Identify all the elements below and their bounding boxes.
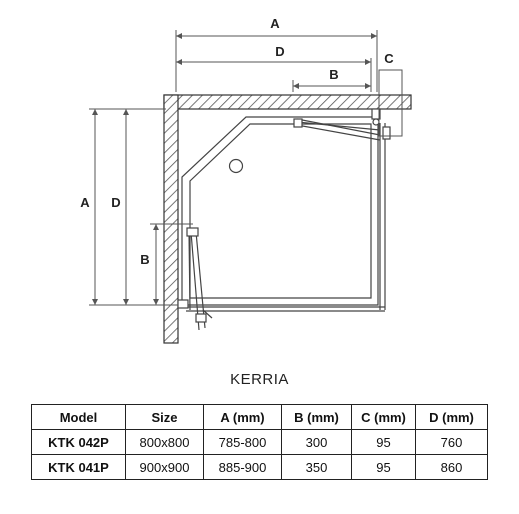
dim-label-d-top: D [275,44,285,59]
shower-tray [182,117,378,305]
header-d: D (mm) [416,405,488,430]
cell-d: 860 [416,455,488,480]
header-a: A (mm) [204,405,282,430]
top-wall [164,95,411,109]
cell-a: 785-800 [204,430,282,455]
cell-size: 900x900 [126,455,204,480]
header-c: C (mm) [352,405,416,430]
glass-panels [178,109,390,330]
cell-d: 760 [416,430,488,455]
cell-size: 800x800 [126,430,204,455]
spec-table [31,404,488,480]
dim-label-b-side: B [140,252,150,267]
cell-b: 300 [282,430,352,455]
dim-label-c: C [384,51,394,66]
top-dimensions [176,30,402,136]
dim-label-a-side: A [80,195,90,210]
dim-label-a-top: A [270,16,280,31]
table-row [32,455,488,480]
cell-c: 95 [352,430,416,455]
cell-model: KTK 042P [32,430,126,455]
wall-hatching [164,95,411,343]
cell-a: 885-900 [204,455,282,480]
dim-label-d-side: D [111,195,121,210]
product-title: KERRIA [230,371,289,388]
left-wall [164,95,178,343]
cell-model: KTK 041P [32,455,126,480]
cell-b: 350 [282,455,352,480]
table-row [32,430,488,455]
drain-icon [230,160,243,173]
header-size: Size [126,405,204,430]
table-header-row [32,405,488,430]
header-model: Model [32,405,126,430]
cell-c: 95 [352,455,416,480]
dim-label-b-top: B [329,67,339,82]
header-b: B (mm) [282,405,352,430]
